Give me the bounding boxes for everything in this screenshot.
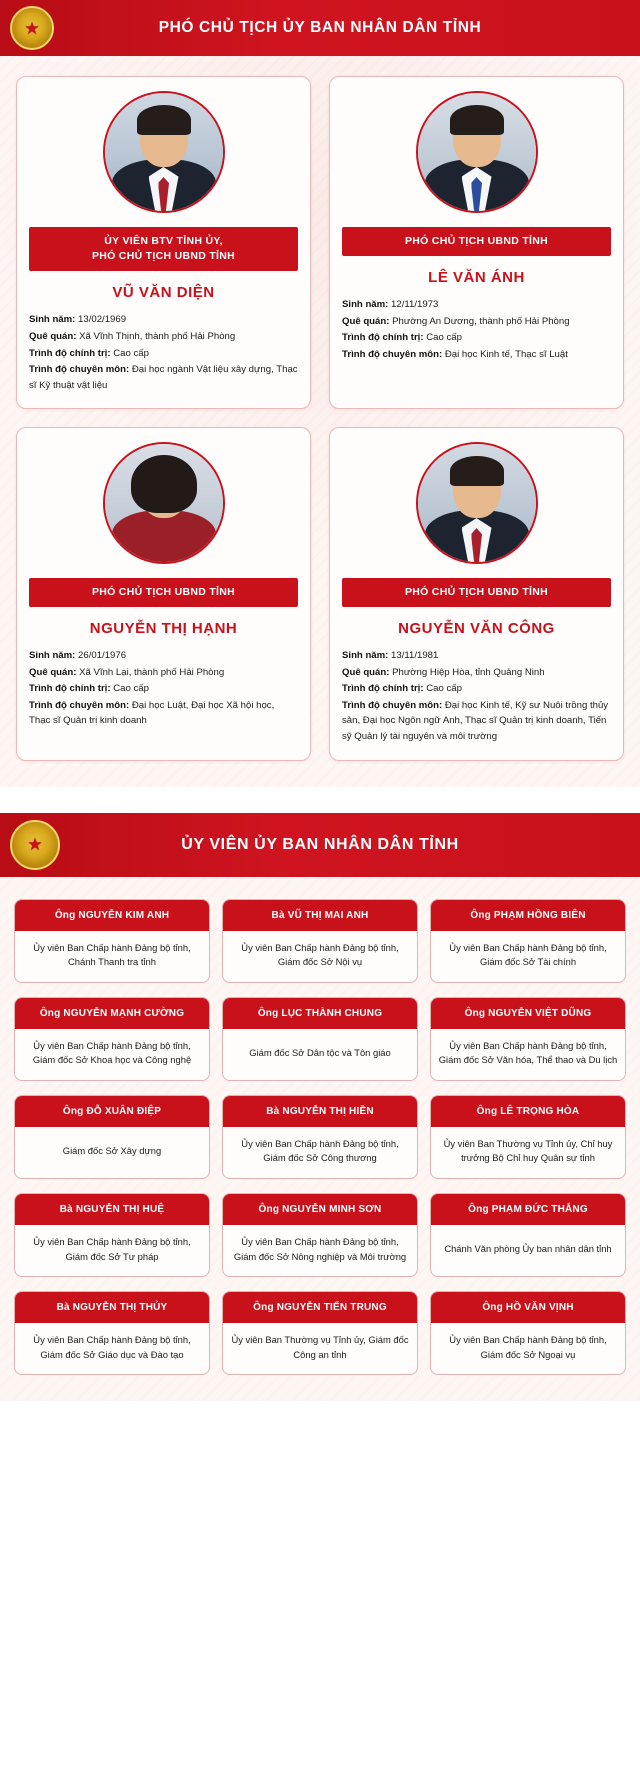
label-education: Trình độ chuyên môn: bbox=[342, 699, 443, 711]
member-card[interactable] bbox=[222, 1193, 418, 1277]
member-card[interactable] bbox=[430, 1193, 626, 1277]
member-role: Ủy viên Ban Thường vụ Tỉnh ủy, Giám đốc Công an tỉnh bbox=[231, 1334, 409, 1360]
national-emblem-icon bbox=[10, 6, 54, 50]
value-education: Đại học ngành Vật liệu xây dựng, Thạc sĩ Kỹ thuật vật liệu bbox=[29, 364, 298, 391]
leaders-section-header bbox=[0, 0, 640, 56]
label-politics: Trình độ chính trị: bbox=[29, 683, 111, 695]
value-education: Đại học Kinh tế, Kỹ sư Nuôi trồng thủy sản, Đại học Ngôn ngữ Anh, Thạc sĩ Quản trị kinh doanh, Tiến sỹ Quản lý tài nguyên và môi trường bbox=[342, 699, 609, 742]
member-name: Ông ĐỖ XUÂN ĐIỆP bbox=[15, 1096, 209, 1127]
leader-facts bbox=[29, 312, 298, 394]
members-section-body bbox=[0, 877, 640, 1402]
leader-role-line-1: PHÓ CHỦ TỊCH UBND TỈNH bbox=[91, 586, 236, 599]
member-card[interactable] bbox=[222, 997, 418, 1081]
leader-role-line-2: PHÓ CHỦ TỊCH UBND TỈNH bbox=[91, 250, 236, 263]
section-divider bbox=[0, 787, 640, 813]
members-section-header bbox=[0, 813, 640, 877]
label-hometown: Quê quán: bbox=[29, 330, 77, 342]
member-name: Ông NGUYỄN TIẾN TRUNG bbox=[223, 1292, 417, 1323]
label-birth: Sinh năm: bbox=[342, 299, 389, 311]
portrait-wrap bbox=[342, 91, 611, 213]
label-hometown: Quê quán: bbox=[342, 666, 390, 678]
value-hometown: Phường Hiệp Hòa, tỉnh Quảng Ninh bbox=[392, 666, 545, 678]
member-card[interactable] bbox=[14, 899, 210, 983]
leader-portrait bbox=[103, 91, 225, 213]
member-role: Ủy viên Ban Chấp hành Đảng bộ tỉnh, Giám đốc Sở Giáo dục và Đào tạo bbox=[33, 1334, 191, 1360]
leaders-section-body bbox=[0, 56, 640, 787]
member-card[interactable] bbox=[222, 1095, 418, 1179]
member-name: Ông NGUYỄN MẠNH CƯỜNG bbox=[15, 998, 209, 1029]
member-name: Ông PHẠM ĐỨC THẮNG bbox=[431, 1194, 625, 1225]
leader-role bbox=[29, 227, 298, 271]
member-card[interactable] bbox=[430, 1095, 626, 1179]
member-name: Bà NGUYỄN THỊ HUỆ bbox=[15, 1194, 209, 1225]
label-birth: Sinh năm: bbox=[29, 650, 76, 662]
member-role: Ủy viên Ban Chấp hành Đảng bộ tỉnh, Giám đốc Sở Nông nghiệp và Môi trường bbox=[233, 1235, 407, 1262]
portrait-wrap bbox=[342, 442, 611, 564]
value-politics: Cao cấp bbox=[113, 683, 149, 695]
leader-name: VŨ VĂN DIỆN bbox=[112, 284, 215, 302]
member-card[interactable] bbox=[430, 899, 626, 983]
leader-role-line-1: PHÓ CHỦ TỊCH UBND TỈNH bbox=[404, 586, 549, 599]
leader-name: NGUYỄN THỊ HẠNH bbox=[89, 620, 238, 638]
label-politics: Trình độ chính trị: bbox=[342, 683, 424, 695]
leader-role-line-1: PHÓ CHỦ TỊCH UBND TỈNH bbox=[404, 235, 549, 247]
leader-facts bbox=[342, 648, 611, 745]
leader-card[interactable] bbox=[16, 76, 311, 409]
label-education: Trình độ chuyên môn: bbox=[342, 348, 443, 360]
leader-card[interactable] bbox=[16, 427, 311, 760]
member-role: Ủy viên Ban Thường vụ Tỉnh ủy, Chỉ huy trưởng Bộ Chỉ huy Quân sự tỉnh bbox=[443, 1137, 613, 1164]
members-grid bbox=[14, 899, 626, 1376]
member-name: Ông PHẠM HỒNG BIÊN bbox=[431, 900, 625, 931]
emblem-star-icon: ★ bbox=[27, 835, 43, 854]
member-card[interactable] bbox=[430, 1291, 626, 1375]
leader-facts bbox=[342, 297, 611, 363]
member-card[interactable] bbox=[14, 1291, 210, 1375]
member-name: Ông NGUYỄN MINH SƠN bbox=[223, 1194, 417, 1225]
leader-portrait bbox=[416, 442, 538, 564]
member-name: Bà NGUYỄN THỊ HIỀN bbox=[223, 1096, 417, 1127]
leader-card[interactable] bbox=[329, 76, 624, 409]
member-role: Ủy viên Ban Chấp hành Đảng bộ tỉnh, Giám đốc Sở Công thương bbox=[241, 1137, 399, 1164]
member-role: Giám đốc Sở Xây dựng bbox=[62, 1145, 162, 1157]
member-role: Giám đốc Sở Dân tộc và Tôn giáo bbox=[249, 1046, 391, 1058]
leader-facts bbox=[29, 648, 298, 730]
label-education: Trình độ chuyên môn: bbox=[29, 364, 130, 376]
member-role: Ủy viên Ban Chấp hành Đảng bộ tỉnh, Giám đốc Sở Khoa học và Công nghệ bbox=[32, 1039, 192, 1066]
value-politics: Cao cấp bbox=[426, 683, 462, 695]
value-hometown: Xã Vĩnh Thịnh, thành phố Hải Phòng bbox=[79, 330, 236, 342]
member-role: Ủy viên Ban Chấp hành Đảng bộ tỉnh, Giám đốc Sở Ngoại vụ bbox=[449, 1334, 607, 1360]
value-birth: 13/02/1969 bbox=[78, 314, 127, 326]
leader-name: NGUYỄN VĂN CÔNG bbox=[398, 620, 555, 638]
national-emblem-icon bbox=[10, 820, 60, 870]
leader-name: LÊ VĂN ÁNH bbox=[428, 269, 525, 287]
value-birth: 13/11/1981 bbox=[391, 650, 439, 662]
member-role: Ủy viên Ban Chấp hành Đảng bộ tỉnh, Giám đốc Sở Nội vụ bbox=[241, 941, 399, 968]
label-birth: Sinh năm: bbox=[342, 650, 389, 662]
leader-card[interactable] bbox=[329, 427, 624, 760]
value-education: Đại học Luật, Đại học Xã hội học, Thạc sĩ Quản trị kinh doanh bbox=[29, 699, 275, 727]
value-education: Đại học Kinh tế, Thạc sĩ Luật bbox=[444, 348, 568, 360]
member-name: Ông LÊ TRỌNG HÒA bbox=[431, 1096, 625, 1127]
value-birth: 26/01/1976 bbox=[78, 650, 127, 662]
label-hometown: Quê quán: bbox=[29, 666, 77, 678]
member-role: Ủy viên Ban Chấp hành Đảng bộ tỉnh, Giám đốc Sở Tài chính bbox=[449, 941, 607, 968]
value-hometown: Xã Vĩnh Lại, thành phố Hải Phòng bbox=[79, 666, 225, 678]
label-birth: Sinh năm: bbox=[29, 314, 76, 326]
leader-role-line-1: ỦY VIÊN BTV TỈNH ỦY, bbox=[104, 235, 223, 247]
value-hometown: Phường An Dương, thành phố Hải Phòng bbox=[392, 315, 570, 327]
member-name: Ông NGUYỄN KIM ANH bbox=[15, 900, 209, 931]
label-politics: Trình độ chính trị: bbox=[29, 347, 111, 359]
value-birth: 12/11/1973 bbox=[391, 299, 439, 311]
member-role: Chánh Văn phòng Ủy ban nhân dân tỉnh bbox=[444, 1243, 612, 1255]
leader-portrait bbox=[416, 91, 538, 213]
member-card[interactable] bbox=[222, 1291, 418, 1375]
member-role: Ủy viên Ban Chấp hành Đảng bộ tỉnh, Chánh Thanh tra tỉnh bbox=[33, 941, 191, 968]
members-section-title: ỦY VIÊN ỦY BAN NHÂN DÂN TỈNH bbox=[181, 835, 459, 853]
member-card[interactable] bbox=[14, 997, 210, 1081]
member-name: Ông HỒ VĂN VỊNH bbox=[431, 1292, 625, 1323]
label-hometown: Quê quán: bbox=[342, 315, 390, 327]
member-card[interactable] bbox=[14, 1193, 210, 1277]
label-education: Trình độ chuyên môn: bbox=[29, 699, 130, 711]
label-politics: Trình độ chính trị: bbox=[342, 332, 424, 344]
portrait-wrap bbox=[29, 91, 298, 213]
member-name: Ông LỤC THÀNH CHUNG bbox=[223, 998, 417, 1029]
member-name: Bà NGUYỄN THỊ THỦY bbox=[15, 1292, 209, 1323]
leader-role bbox=[342, 227, 611, 256]
member-card[interactable] bbox=[430, 997, 626, 1081]
emblem-star-icon: ★ bbox=[24, 18, 40, 38]
leaders-section-title: PHÓ CHỦ TỊCH ỦY BAN NHÂN DÂN TỈNH bbox=[158, 19, 482, 36]
member-role: Ủy viên Ban Chấp hành Đảng bộ tỉnh, Giám đốc Sở Tư pháp bbox=[33, 1235, 191, 1262]
member-name: Bà VŨ THỊ MAI ANH bbox=[223, 900, 417, 931]
member-card[interactable] bbox=[222, 899, 418, 983]
member-role: Ủy viên Ban Chấp hành Đảng bộ tỉnh, Giám đốc Sở Văn hóa, Thể thao và Du lịch bbox=[438, 1039, 618, 1066]
leader-portrait bbox=[103, 442, 225, 564]
portrait-wrap bbox=[29, 442, 298, 564]
leader-role bbox=[342, 578, 611, 607]
member-name: Ông NGUYỄN VIỆT DŨNG bbox=[431, 998, 625, 1029]
value-politics: Cao cấp bbox=[113, 347, 149, 359]
member-card[interactable] bbox=[14, 1095, 210, 1179]
leaders-card-grid bbox=[16, 76, 624, 761]
value-politics: Cao cấp bbox=[426, 332, 462, 344]
leader-role bbox=[29, 578, 298, 607]
